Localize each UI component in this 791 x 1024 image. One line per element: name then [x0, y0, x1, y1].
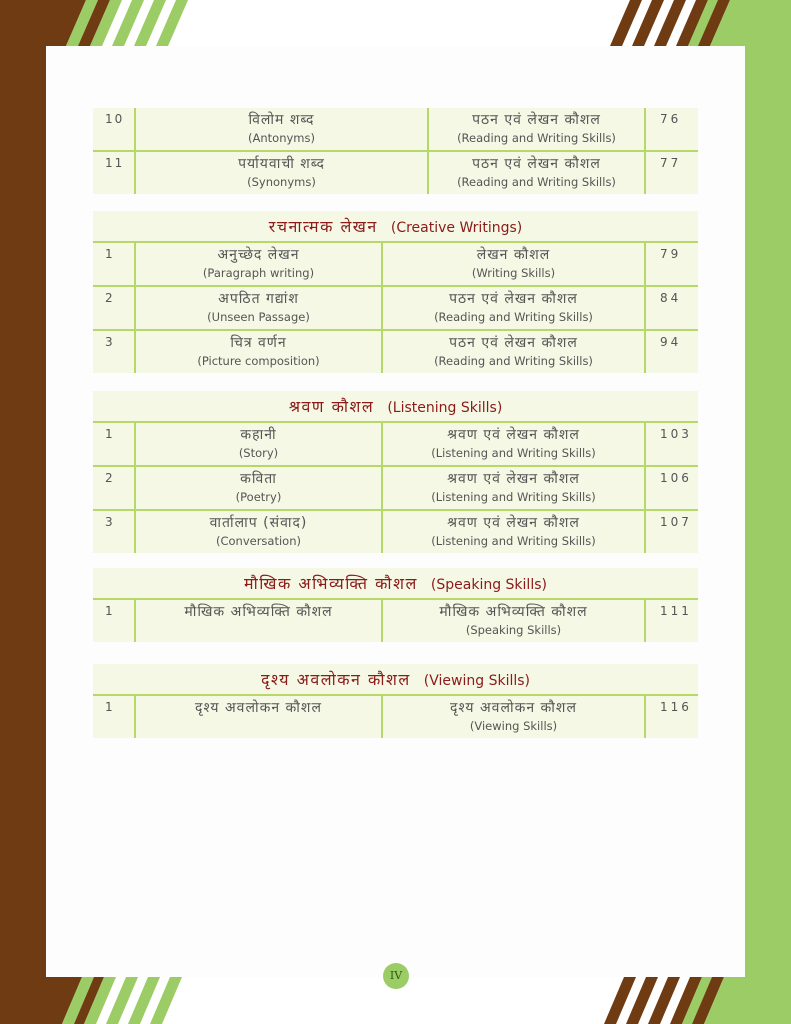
table-row: [93, 466, 698, 510]
page-number: 111: [645, 600, 698, 642]
table-row: [93, 696, 698, 738]
section-speaking-skills: [93, 568, 698, 642]
topic-cell: [135, 600, 382, 642]
skill-cell: [428, 108, 645, 151]
table-row: [93, 243, 698, 286]
topic-english: (Unseen Passage): [207, 310, 310, 324]
skill-cell: [428, 151, 645, 194]
page-number: 84: [645, 286, 698, 330]
skill-cell: [382, 243, 645, 286]
topic-cell: [135, 423, 382, 466]
skill-english: (Listening and Writing Skills): [431, 490, 596, 504]
topic-cell: [135, 466, 382, 510]
bottom-left-stripes-icon: [46, 977, 196, 1024]
topic-cell: [135, 108, 428, 151]
row-number: 3: [105, 515, 115, 529]
skill-cell: [382, 330, 645, 373]
table-row: [93, 151, 698, 194]
skill-english: (Listening and Writing Skills): [431, 534, 596, 548]
skill-hindi: पठन एवं लेखन कौशल: [449, 291, 578, 307]
page-number: 94: [645, 330, 698, 373]
row-number: 2: [105, 291, 115, 305]
topic-cell: [135, 286, 382, 330]
skill-cell: [382, 600, 645, 642]
skill-hindi: पठन एवं लेखन कौशल: [472, 156, 601, 172]
topic-hindi: अनुच्छेद लेखन: [217, 247, 300, 263]
topic-cell: [135, 510, 382, 553]
bottom-right-stripes-icon: [600, 977, 791, 1024]
left-border-band: [0, 0, 46, 1024]
skill-cell: [382, 510, 645, 553]
topic-hindi: पर्यायवाची शब्द: [238, 156, 325, 172]
topic-hindi: कविता: [240, 471, 277, 487]
row-number: 11: [105, 156, 125, 170]
skill-hindi: श्रवण एवं लेखन कौशल: [447, 427, 580, 443]
section-title-hindi: मौखिक अभिव्यक्ति कौशल: [244, 574, 418, 593]
section-title-hindi: दृश्य अवलोकन कौशल: [261, 670, 411, 689]
topic-hindi: अपठित गद्यांश: [218, 291, 299, 307]
row-number: 1: [105, 700, 115, 714]
section-heading: [93, 664, 698, 696]
topic-english: (Antonyms): [248, 131, 315, 145]
section-viewing-skills: [93, 664, 698, 738]
topic-cell: [135, 243, 382, 286]
table-row: [93, 286, 698, 330]
skill-hindi: पठन एवं लेखन कौशल: [472, 112, 601, 128]
skill-cell: [382, 423, 645, 466]
page-number: 106: [645, 466, 698, 510]
section-heading: [93, 568, 698, 600]
section-title-english: (Speaking Skills): [430, 577, 547, 593]
section-title-english: (Listening Skills): [387, 400, 503, 416]
row-number: 1: [105, 427, 115, 441]
skill-english: (Reading and Writing Skills): [434, 354, 593, 368]
row-number: 1: [105, 604, 115, 618]
topic-english: (Picture composition): [197, 354, 320, 368]
skill-hindi: दृश्य अवलोकन कौशल: [450, 700, 577, 716]
topic-hindi: विलोम शब्द: [248, 112, 315, 128]
topic-cell: [135, 330, 382, 373]
topic-cell: [135, 151, 428, 194]
row-number: 10: [105, 112, 125, 126]
skill-hindi: मौखिक अभिव्यक्ति कौशल: [439, 604, 588, 620]
page-number: 116: [645, 696, 698, 738]
skill-english: (Viewing Skills): [469, 719, 558, 733]
skill-english: (Speaking Skills): [465, 623, 562, 637]
row-number: 3: [105, 335, 115, 349]
table-row: [93, 423, 698, 466]
topic-cell: [135, 696, 382, 738]
right-border-band: [745, 0, 791, 1024]
section-title-english: (Creative Writings): [390, 220, 523, 236]
table-row: [93, 600, 698, 642]
topic-english: (Paragraph writing): [202, 266, 315, 280]
topic-hindi: मौखिक अभिव्यक्ति कौशल: [184, 604, 333, 620]
top-left-stripes-icon: [46, 0, 196, 46]
table-row: [93, 510, 698, 553]
section-heading: [93, 391, 698, 423]
topic-english: (Conversation): [215, 534, 301, 548]
section-title-english: (Viewing Skills): [423, 673, 530, 689]
skill-hindi: पठन एवं लेखन कौशल: [449, 335, 578, 351]
page-number: 76: [645, 108, 698, 151]
topic-hindi: दृश्य अवलोकन कौशल: [195, 700, 322, 716]
row-number: 2: [105, 471, 115, 485]
section-listening-skills: [93, 391, 698, 553]
topic-english: (Story): [238, 446, 279, 460]
skill-english: (Reading and Writing Skills): [434, 310, 593, 324]
topic-english: (Poetry): [235, 490, 282, 504]
skill-cell: [382, 466, 645, 510]
section-heading: [93, 211, 698, 243]
skill-english: (Listening and Writing Skills): [431, 446, 596, 460]
section-title-hindi: श्रवण कौशल: [288, 397, 375, 416]
topic-hindi: वार्तालाप (संवाद): [209, 515, 308, 531]
toc-continued-table: [93, 108, 698, 194]
page-number: 107: [645, 510, 698, 553]
page-number-badge: IV: [383, 963, 409, 989]
page-number: 103: [645, 423, 698, 466]
table-row: [93, 330, 698, 373]
section-creative-writings: [93, 211, 698, 373]
topic-hindi: चित्र वर्णन: [230, 335, 287, 351]
topic-hindi: कहानी: [240, 427, 277, 443]
skill-cell: [382, 286, 645, 330]
skill-cell: [382, 696, 645, 738]
section-title-hindi: रचनात्मक लेखन: [268, 217, 378, 236]
table-row: [93, 108, 698, 151]
top-right-stripes-icon: [600, 0, 791, 46]
page-number: 77: [645, 151, 698, 194]
skill-english: (Reading and Writing Skills): [457, 131, 616, 145]
skill-english: (Writing Skills): [471, 266, 556, 280]
skill-hindi: श्रवण एवं लेखन कौशल: [447, 515, 580, 531]
skill-hindi: लेखन कौशल: [476, 247, 551, 263]
skill-hindi: श्रवण एवं लेखन कौशल: [447, 471, 580, 487]
skill-english: (Reading and Writing Skills): [457, 175, 616, 189]
page-number: 79: [645, 243, 698, 286]
topic-english: (Synonyms): [247, 175, 316, 189]
row-number: 1: [105, 247, 115, 261]
